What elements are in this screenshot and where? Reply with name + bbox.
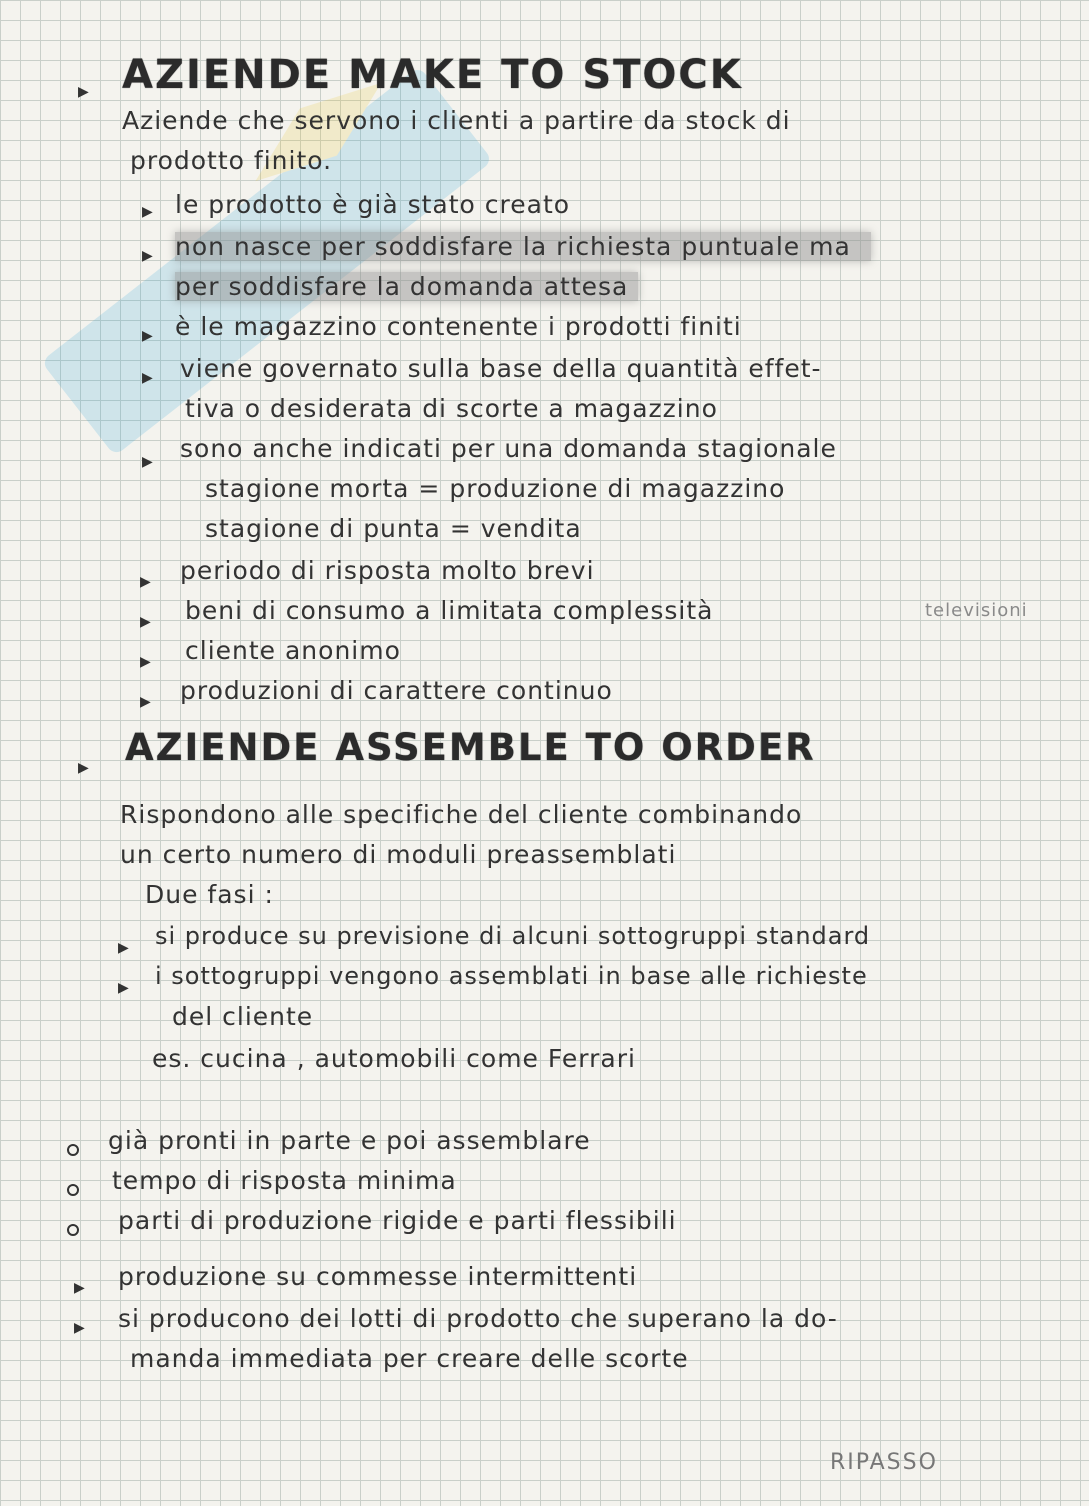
bullet-arrow-icon: ▶ <box>142 248 153 264</box>
bullet-arrow-icon: ▶ <box>140 574 151 590</box>
bullet-arrow-icon: ▶ <box>142 204 153 220</box>
s2-phase-cont: del cliente <box>172 1002 314 1031</box>
section2-intro-line2: un certo numero di moduli preassemblati <box>120 840 677 869</box>
section2-two-phases: Due fasi : <box>145 880 274 909</box>
bullet-arrow-icon: ▶ <box>142 454 153 470</box>
circle-bullet-icon <box>67 1184 79 1196</box>
s2-point: già pronti in parte e poi assemblare <box>108 1126 591 1155</box>
footer-note: RIPASSO <box>830 1450 938 1475</box>
title-arrow-icon: ▶ <box>78 84 89 100</box>
s1-bullet: è le magazzino contenente i prodotti finiti <box>175 312 742 341</box>
bullet-arrow-icon: ▶ <box>140 654 151 670</box>
s1-bullet: beni di consumo a limitata complessità <box>185 596 714 625</box>
s1-season-peak: stagione di punta = vendita <box>205 514 582 543</box>
section2-title: AZIENDE ASSEMBLE TO ORDER <box>125 726 816 769</box>
circle-bullet-icon <box>67 1224 79 1236</box>
s2-phase: i sottogruppi vengono assemblati in base alle richieste <box>155 962 868 990</box>
title-arrow-icon: ▶ <box>78 760 89 776</box>
bullet-arrow-icon: ▶ <box>118 980 129 996</box>
circle-bullet-icon <box>67 1144 79 1156</box>
section2-intro-line1: Rispondono alle specifiche del cliente combinando <box>120 800 803 829</box>
section1-intro-line1: Aziende che servono i clienti a partire da stock di <box>122 106 791 135</box>
section1-intro-line2: prodotto finito. <box>130 146 333 175</box>
s1-bullet: viene governato sulla base della quantità effet- <box>180 354 822 383</box>
s1-bullet-highlight: per soddisfare la domanda attesa <box>175 272 638 301</box>
bullet-arrow-icon: ▶ <box>74 1320 85 1336</box>
s2-phase: si produce su previsione di alcuni sottogruppi standard <box>155 922 871 950</box>
s2-final: si producono dei lotti di prodotto che superano la do- <box>118 1304 838 1333</box>
s1-bullet: produzioni di carattere continuo <box>180 676 613 705</box>
s1-bullet: le prodotto è già stato creato <box>175 190 571 219</box>
s2-final: produzione su commesse intermittenti <box>118 1262 638 1291</box>
bullet-arrow-icon: ▶ <box>74 1280 85 1296</box>
s1-bullet: periodo di risposta molto brevi <box>180 556 595 585</box>
s1-bullet-cont: tiva o desiderata di scorte a magazzino <box>185 394 718 423</box>
s2-example: es. cucina , automobili come Ferrari <box>152 1044 636 1073</box>
s1-season-dead: stagione morta = produzione di magazzino <box>205 474 786 503</box>
s1-bullet: cliente anonimo <box>185 636 401 665</box>
s2-final-cont: manda immediata per creare delle scorte <box>130 1344 689 1373</box>
bullet-arrow-icon: ▶ <box>140 614 151 630</box>
s1-faded-note: televisioni <box>925 600 1028 621</box>
bullet-arrow-icon: ▶ <box>142 328 153 344</box>
bullet-arrow-icon: ▶ <box>118 940 129 956</box>
s1-bullet-highlight: non nasce per soddisfare la richiesta puntuale ma <box>175 232 871 261</box>
bullet-arrow-icon: ▶ <box>140 694 151 710</box>
bullet-arrow-icon: ▶ <box>142 370 153 386</box>
s2-point: parti di produzione rigide e parti flessibili <box>118 1206 677 1235</box>
s2-point: tempo di risposta minima <box>112 1166 457 1195</box>
s1-bullet: sono anche indicati per una domanda stagionale <box>180 434 837 463</box>
section1-title: AZIENDE MAKE TO STOCK <box>122 52 743 98</box>
